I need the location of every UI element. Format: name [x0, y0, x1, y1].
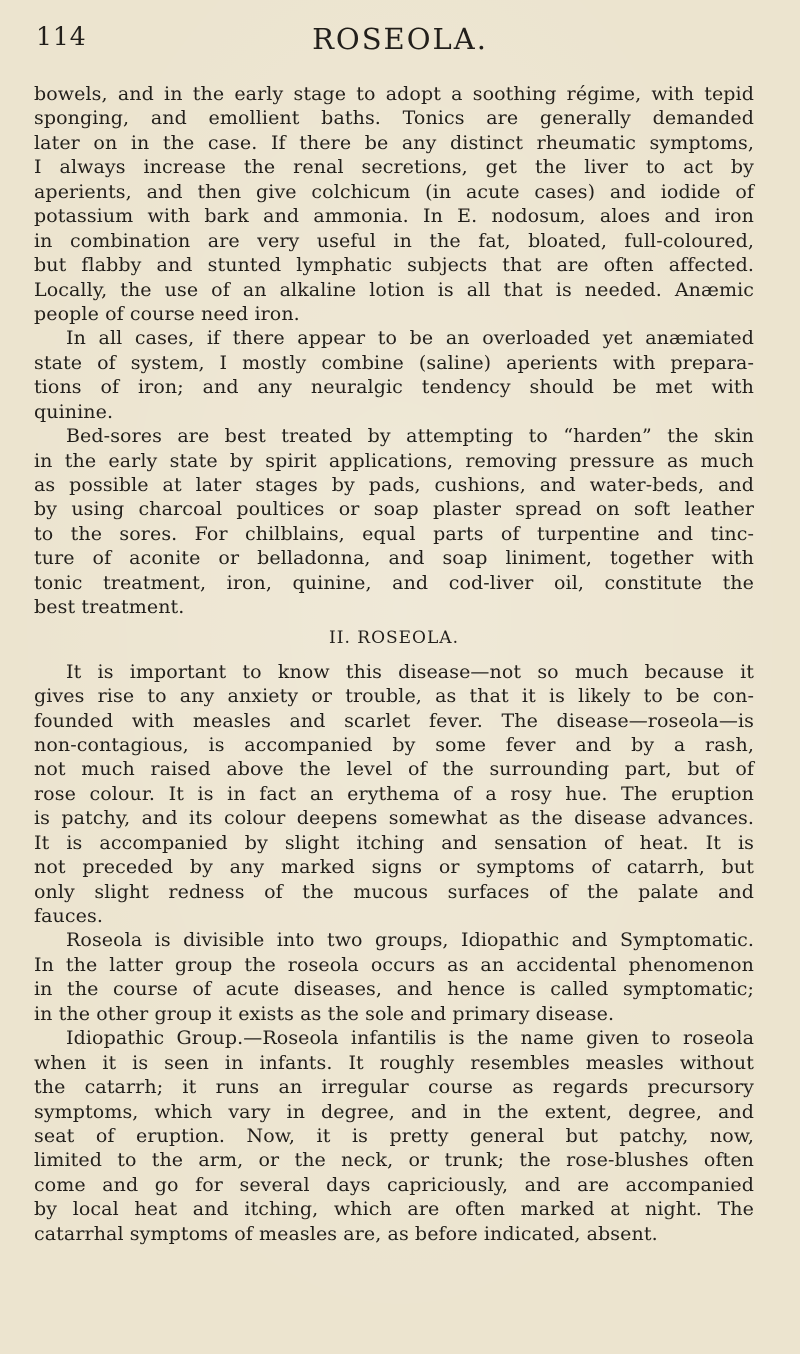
text-line: Roseola is divisible into two groups, Idiopathic and Symptomatic.	[66, 929, 754, 952]
text-line: In the latter group the roseola occurs as an accidental phenomenon	[34, 953, 754, 976]
text-line: come and go for several days capriciously, and are accompanied	[34, 1173, 754, 1196]
text-line: Idiopathic Group.—Roseola infantilis is the name given to roseola	[66, 1027, 754, 1050]
text-line: in combination are very useful in the fat, bloated, full-coloured,	[34, 229, 754, 252]
text-line: aperients, and then give colchicum (in acute cases) and iodide of	[34, 180, 754, 203]
text-line: by local heat and itching, which are often marked at night. The	[34, 1198, 754, 1221]
text-line: but flabby and stunted lymphatic subjects that are often affected.	[34, 254, 754, 277]
text-line: in the course of acute diseases, and hence is called symptomatic;	[34, 978, 754, 1001]
text-line: as possible at later stages by pads, cushions, and water-beds, and	[34, 474, 754, 496]
text-line: I always increase the renal secretions, get the liver to act by	[34, 156, 754, 179]
text-line: tions of iron; and any neuralgic tendency should be met with	[34, 376, 754, 399]
text-line: ture of aconite or belladonna, and soap liniment, together with	[34, 547, 754, 570]
text-line: best treatment.	[34, 596, 185, 619]
text-line: is patchy, and its colour deepens somewhat as the disease advances.	[34, 807, 754, 830]
text-line: It is accompanied by slight itching and sensation of heat. It is	[34, 831, 754, 854]
text-line: It is important to know this disease—not so much because it	[66, 660, 754, 683]
section-heading: II. ROSEOLA.	[329, 627, 459, 648]
body-text	[34, 82, 754, 1246]
text-line: bowels, and in the early stage to adopt a soothing régime, with tepid	[34, 83, 754, 105]
text-line: by using charcoal poultices or soap plaster spread on soft leather	[34, 498, 754, 521]
text-line: non-contagious, is accompanied by some fever and by a rash,	[34, 733, 754, 756]
text-line: to the sores. For chilblains, equal parts of turpentine and tinc-	[34, 522, 754, 545]
text-line: the catarrh; it runs an irregular course as regards precursory	[34, 1076, 754, 1099]
running-head	[0, 22, 800, 62]
text-line: state of system, I mostly combine (saline) aperients with prepara-	[34, 351, 754, 374]
text-line: not much raised above the level of the surrounding part, but of	[34, 758, 754, 781]
page-number: 114	[36, 22, 87, 51]
text-line: seat of eruption. Now, it is pretty general but patchy, now,	[34, 1124, 754, 1147]
text-line: founded with measles and scarlet fever. The disease—roseola—is	[34, 709, 754, 732]
text-line: in the other group it exists as the sole and primary disease.	[34, 1002, 615, 1025]
text-line: people of course need iron.	[34, 302, 300, 325]
text-line: fauces.	[34, 905, 103, 927]
text-line: Bed-sores are best treated by attempting to “harden” the skin	[66, 425, 754, 448]
text-line: quinine.	[34, 400, 114, 423]
text-line: symptoms, which vary in degree, and in the extent, degree, and	[34, 1100, 754, 1123]
text-line: catarrhal symptoms of measles are, as before indicated, absent.	[34, 1222, 658, 1245]
text-line: in the early state by spirit applications, removing pressure as much	[34, 449, 754, 472]
text-line: Locally, the use of an alkaline lotion is all that is needed. Anæmic	[34, 278, 754, 301]
text-line: later on in the case. If there be any distinct rheumatic symptoms,	[34, 131, 754, 154]
text-line: In all cases, if there appear to be an overloaded yet anæmiated	[66, 327, 754, 350]
running-title: ROSEOLA.	[312, 22, 488, 56]
text-line: potassium with bark and ammonia. In E. nodosum, aloes and iron	[34, 205, 754, 228]
text-line: limited to the arm, or the neck, or trunk; the rose-blushes often	[34, 1149, 754, 1172]
text-line: not preceded by any marked signs or symptoms of catarrh, but	[34, 856, 754, 879]
text-line: tonic treatment, iron, quinine, and cod-liver oil, constitute the	[34, 571, 754, 594]
text-line: only slight redness of the mucous surfaces of the palate and	[34, 880, 754, 903]
text-line: rose colour. It is in fact an erythema of a rosy hue. The eruption	[34, 782, 754, 805]
text-line: sponging, and emollient baths. Tonics are generally demanded	[34, 107, 754, 130]
text-line: gives rise to any anxiety or trouble, as that it is likely to be con-	[34, 685, 754, 708]
text-line: when it is seen in infants. It roughly resembles measles without	[34, 1051, 754, 1074]
